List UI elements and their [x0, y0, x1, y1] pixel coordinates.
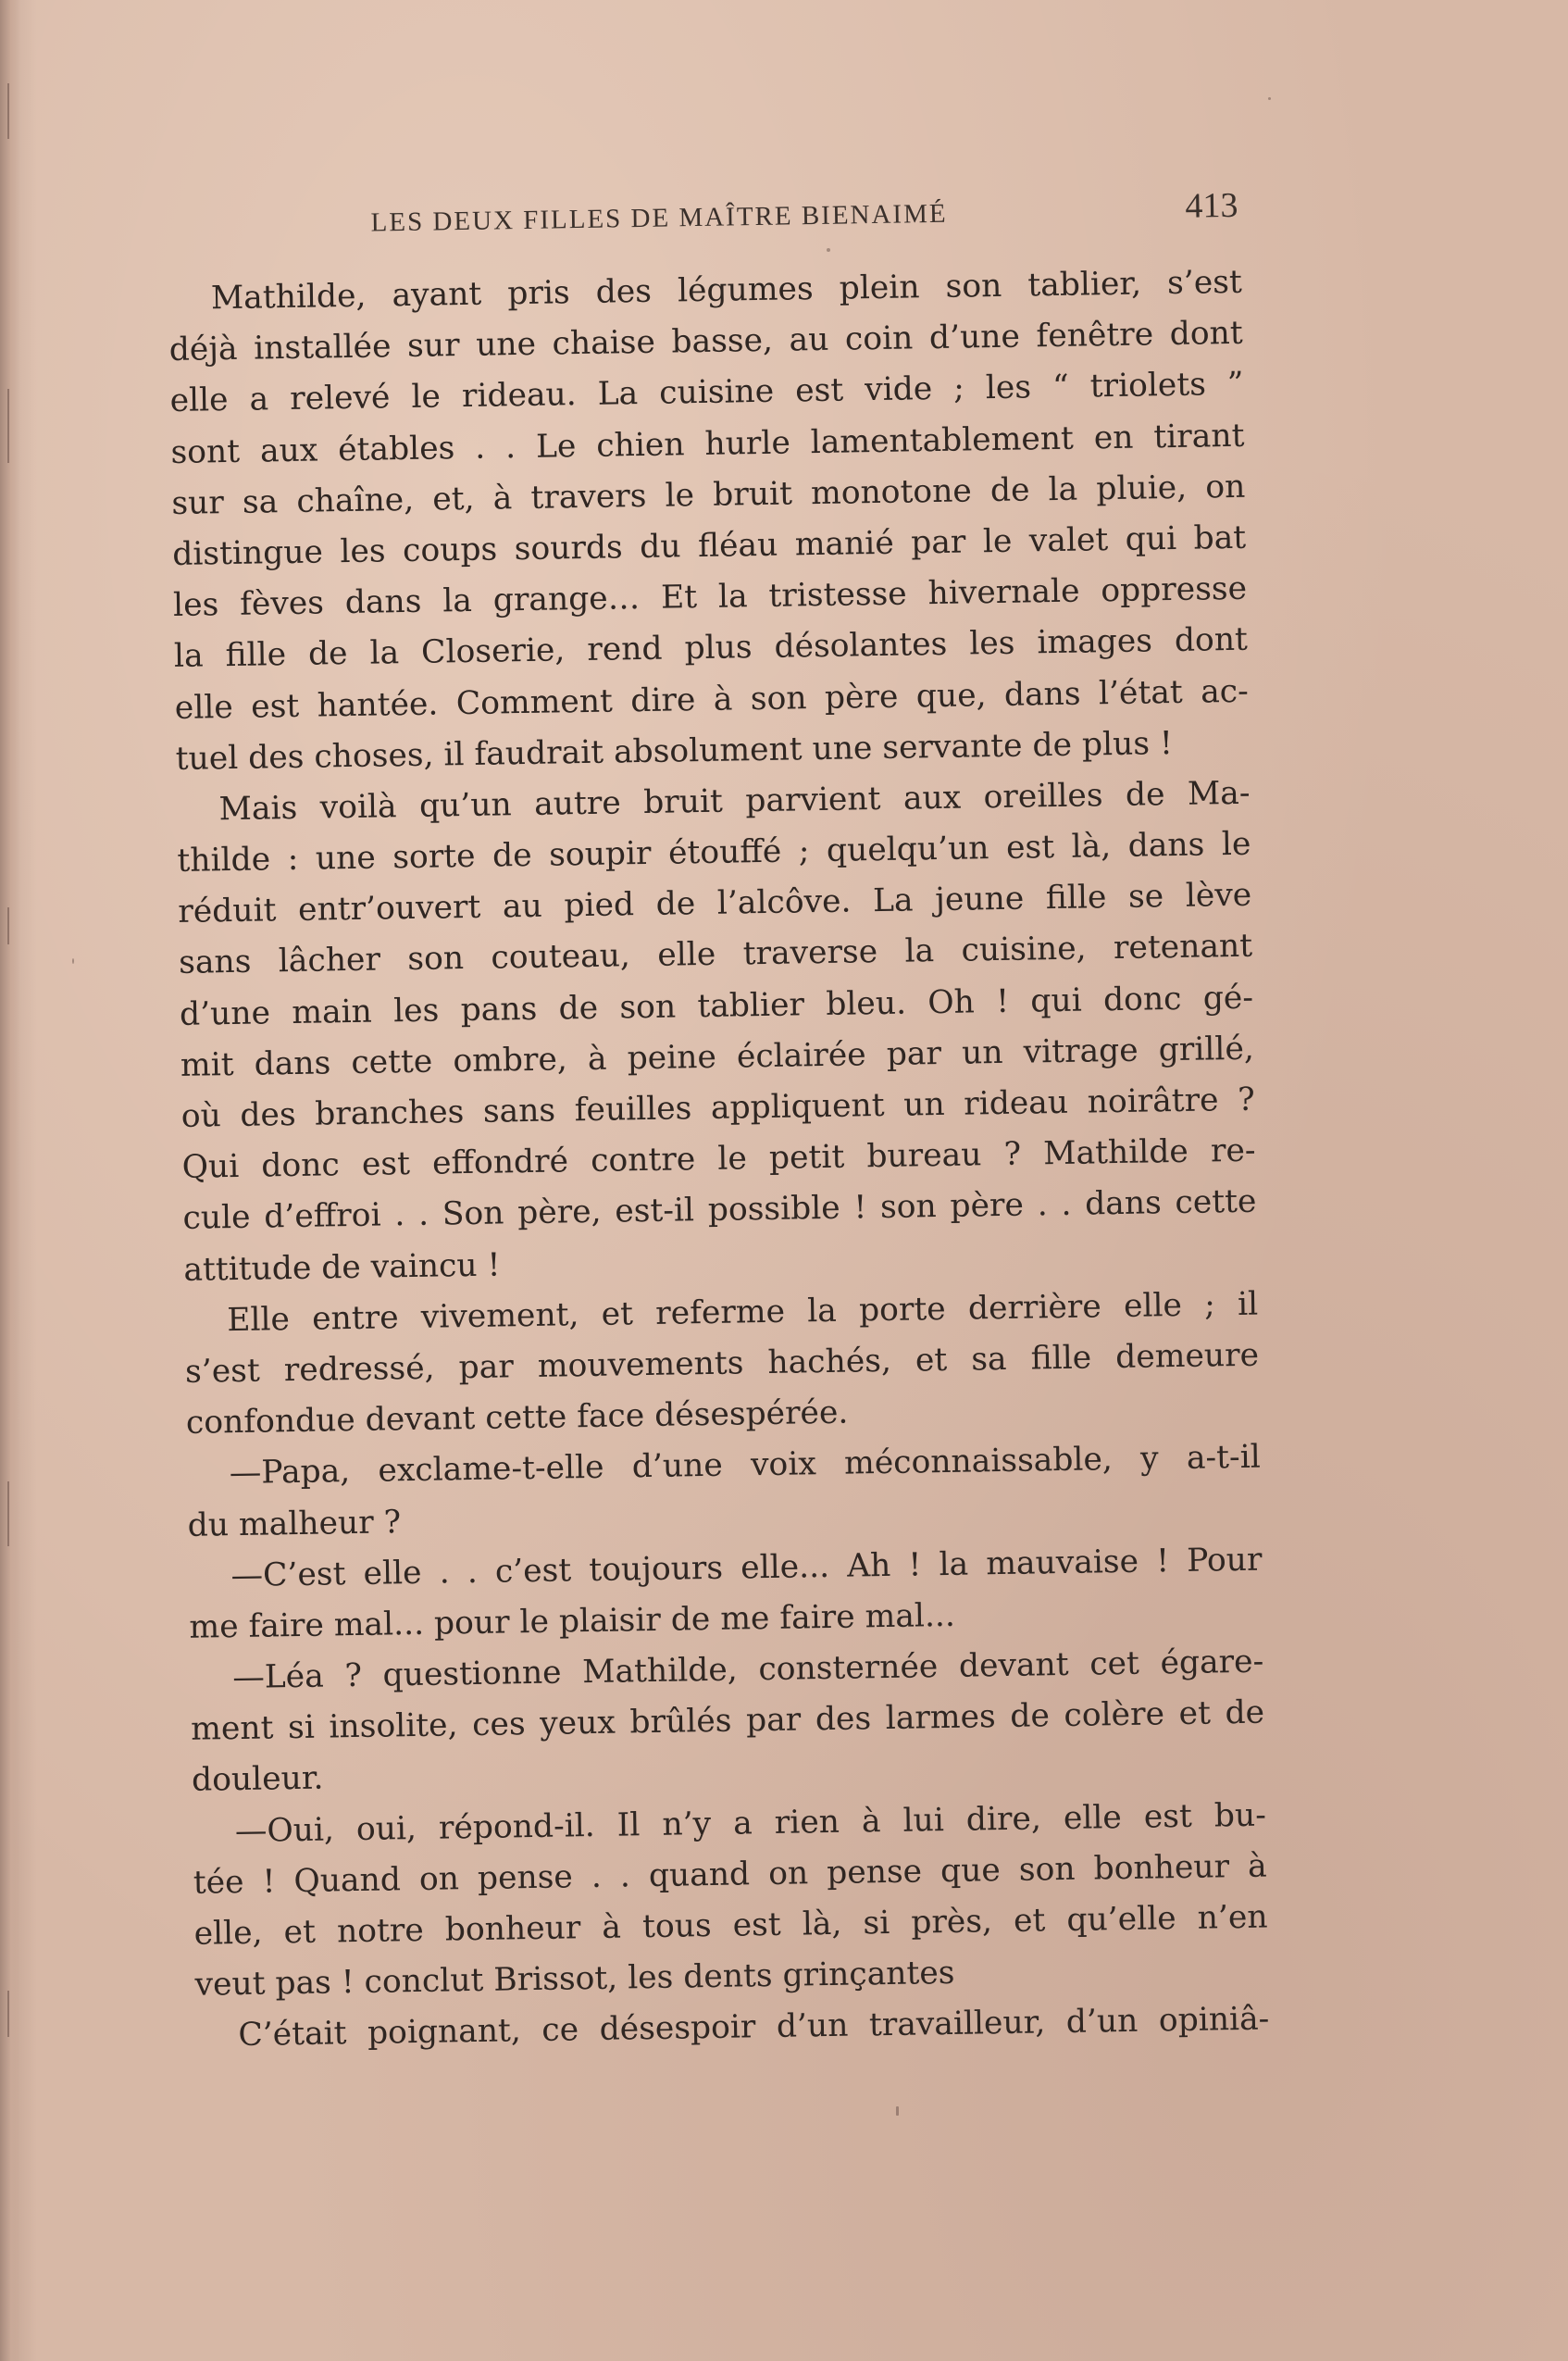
paragraph — [188, 1534, 1300, 1654]
text-line: attitude de vaincu ! — [183, 1246, 501, 1289]
text-line: sur sa chaîne, et, à travers le bruit monotone de la pluie, on — [171, 468, 1246, 522]
text-body — [168, 256, 1307, 2062]
text-line: —Oui, oui, répond-il. Il n’y a rien à lui dire, elle est bu- — [234, 1796, 1267, 1850]
binding-mark — [7, 389, 9, 463]
text-line: s’est redressé, par mouvements hachés, et sa fille demeure — [184, 1336, 1260, 1391]
page-number: 413 — [1185, 185, 1238, 226]
text-line: cule d’effroi . . Son père, est-il possible ! son père . . dans cette — [182, 1183, 1257, 1238]
text-line: tuel des choses, il faudrait absolument une servante de plus ! — [175, 724, 1174, 778]
text-line: tée ! Quand on pense . . quand on pense que son bonheur à — [193, 1847, 1267, 1902]
text-line: où des branches sans feuilles appliquent un rideau noirâtre ? — [180, 1081, 1255, 1135]
text-line: Mathilde, ayant pris des légumes plein son tablier, s’est — [210, 263, 1243, 318]
paper-speck — [896, 2106, 899, 2116]
page-binding-edge — [0, 0, 20, 2361]
paragraph — [184, 1279, 1297, 1449]
text-line: elle, et notre bonheur à tous est là, si près, et qu’elle n’en — [193, 1898, 1268, 1953]
text-line: du malheur ? — [187, 1503, 402, 1544]
text-line: Elle entre vivement, et referme la porte derrière elle ; il — [226, 1285, 1259, 1339]
running-title: LES DEUX FILLES DE MAÎTRE BIENAIMÉ — [370, 198, 948, 238]
text-line: veut pas ! conclut Brissot, les dents grinçantes — [194, 1955, 955, 2004]
text-line: déjà installée sur une chaise basse, au coin d’une fenêtre dont — [168, 314, 1243, 369]
text-line: ment si insolite, ces yeux brûlés par des larmes de colère et de — [190, 1693, 1265, 1749]
text-line: —Papa, exclame-t-elle d’une voix méconnaissable, y a-t-il — [229, 1438, 1262, 1493]
paragraph — [168, 256, 1288, 785]
text-line: thilde : une sorte de soupir étouffé ; quelqu’un est là, dans le — [177, 825, 1251, 880]
binding-mark — [7, 83, 9, 139]
paper-speck — [1268, 97, 1271, 100]
text-line: Mais voilà qu’un autre bruit parvient aux oreilles de Ma- — [218, 774, 1251, 829]
text-line: distingue les coups sourds du fléau manié par le valet qui bat — [171, 518, 1247, 573]
binding-mark — [7, 907, 9, 944]
text-line: douleur. — [191, 1759, 324, 1800]
text-line: mit dans cette ombre, à peine éclairée par un vitrage grillé, — [180, 1030, 1255, 1084]
text-line: elle a relevé le rideau. La cuisine est vide ; les “ triolets ” — [169, 366, 1244, 420]
paper-speck — [72, 958, 74, 964]
text-line: la fille de la Closerie, rend plus désolantes les images dont — [173, 621, 1249, 676]
binding-mark — [7, 1991, 9, 2037]
paragraph — [176, 768, 1295, 1296]
text-line: C’était poignant, ce désespoir d’un travailleur, d’un opiniâ- — [238, 2000, 1270, 2055]
text-line: d’une main les pans de son tablier bleu. Oh ! qui donc gé- — [179, 979, 1254, 1033]
book-page — [167, 168, 1307, 2062]
paragraph — [193, 1790, 1306, 2012]
text-line: sans lâcher son couteau, elle traverse la cuisine, retenant — [178, 928, 1253, 982]
paragraph — [186, 1431, 1299, 1551]
text-line: Qui donc est effondré contre le petit bureau ? Mathilde re- — [181, 1131, 1256, 1187]
running-head — [167, 168, 1278, 250]
text-line: —Léa ? questionne Mathilde, consternée devant cet égare- — [232, 1643, 1264, 1697]
text-line: elle est hantée. Comment dire à son père que, dans l’état ac- — [174, 672, 1250, 727]
binding-mark — [7, 1481, 9, 1546]
text-line: les fèves dans la grange… Et la tristesse hivernale oppresse — [172, 569, 1248, 625]
text-line: réduit entr’ouvert au pied de l’alcôve. La jeune fille se lève — [178, 876, 1252, 931]
text-line: sont aux étables . . Le chien hurle lamentablement en tirant — [170, 417, 1245, 471]
paragraph — [190, 1636, 1302, 1806]
text-line: me faire mal... pour le plaisir de me faire mal... — [189, 1596, 956, 1646]
text-line: confondue devant cette face désespérée. — [185, 1393, 849, 1442]
text-line: —C’est elle . . c’est toujours elle... Ah ! la mauvaise ! Pour — [230, 1541, 1263, 1594]
